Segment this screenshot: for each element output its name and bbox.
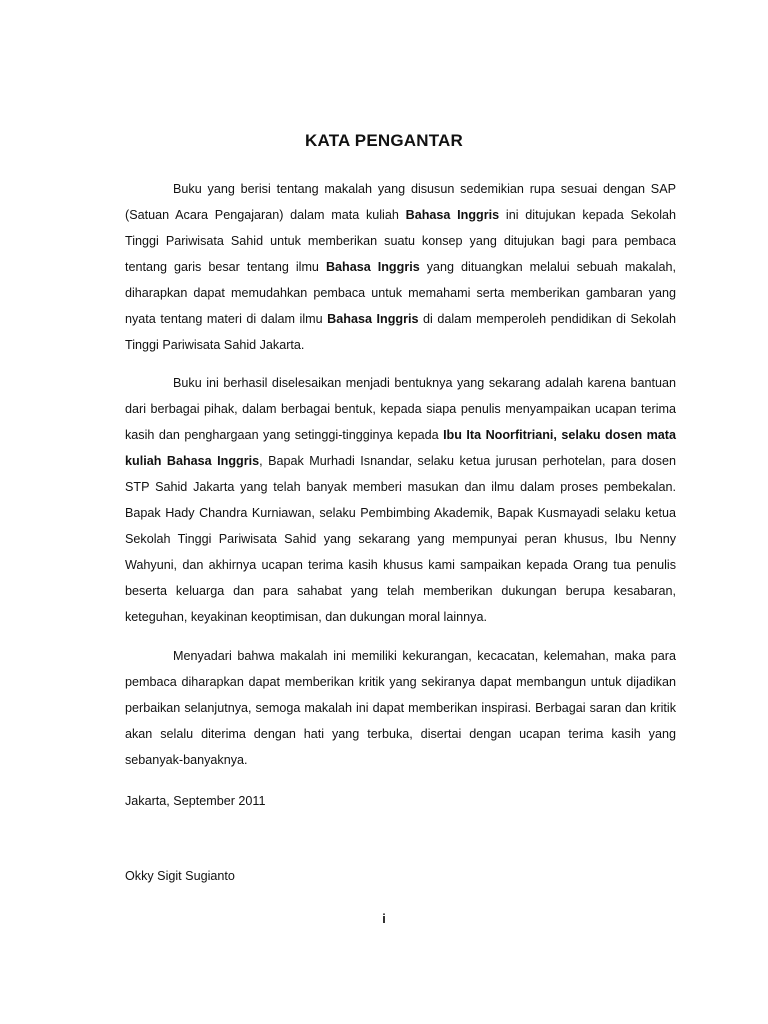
paragraph-1-text-b: ini ditujukan kepada Sekolah Tinggi Pariwisata Sahid untuk memberikan suatu konsep yang ditujukan bagi para pembaca tentang garis besar tentang ilmu bbox=[125, 208, 677, 274]
paragraph-2-bold-a: Ibu Ita Noorfitriani, selaku dosen mata kuliah Bahasa Inggris bbox=[125, 428, 677, 468]
paragraph-1-bold-a: Bahasa Inggris bbox=[405, 208, 500, 222]
paragraph-1-text-d: di dalam memperoleh pendidikan di Sekolah Tinggi Pariwisata Sahid Jakarta. bbox=[125, 312, 676, 352]
paragraph-1-bold-c: Bahasa Inggris bbox=[327, 312, 419, 326]
paragraph-2-text-b: , Bapak Murhadi Isnandar, selaku ketua jurusan perhotelan, para dosen STP Sahid Jakarta yang telah banyak memberi masukan dan ilmu dalam proses pembekalan. Bapak Hady Chandra Kurniawan, selaku Pembimbing Akademik, Bapak Kusmayadi selaku ketua Sekolah Tinggi Pariwisata Sahid yang sekarang yang mempunyai peran khusus, Ibu Nenny Wahyuni, dan akhirnya ucapan terima kasih khusus kami sampaikan kepada Orang tua penulis beserta keluarga dan para sahabat yang telah memberikan dukungan berupa kesabaran, keteguhan, keyakinan keoptimisan, dan dukungan moral lainnya. bbox=[125, 454, 676, 624]
paragraph-1-bold-b: Bahasa Inggris bbox=[325, 260, 420, 274]
paragraph-1-text-c: yang dituangkan melalui sebuah makalah, diharapkan dapat memudahkan pembaca untuk memahami serta memberikan gambaran yang nyata tentang materi di dalam ilmu bbox=[125, 260, 676, 326]
paragraph-2 bbox=[125, 370, 676, 630]
author-name: Okky Sigit Sugianto bbox=[125, 869, 235, 883]
paragraph-1 bbox=[125, 176, 676, 358]
paragraph-2-text-a: Buku ini berhasil diselesaikan menjadi bentuknya yang sekarang adalah karena bantuan dari berbagai pihak, dalam berbagai bentuk, kepada siapa penulis menyampaikan ucapan terima kasih dan penghargaan yang setinggi-tingginya kepada bbox=[125, 376, 676, 442]
page-number: i bbox=[382, 912, 386, 926]
document-title: KATA PENGANTAR bbox=[305, 131, 463, 150]
paragraph-1-text-a: Buku yang berisi tentang makalah yang disusun sedemikian rupa sesuai dengan SAP (Satuan Acara Pengajaran) dalam mata kuliah bbox=[125, 182, 676, 222]
paragraph-3: Menyadari bahwa makalah ini memiliki kekurangan, kecacatan, kelemahan, maka para pembaca diharapkan dapat memberikan kritik yang sekiranya dapat membangun untuk dijadikan perbaikan selanjutnya, semoga makalah ini dapat memberikan inspirasi. Berbagai saran dan kritik akan selalu diterima dengan hati yang terbuka, disertai dengan ucapan terima kasih yang sebanyak-banyaknya. bbox=[125, 649, 676, 767]
place-date: Jakarta, September 2011 bbox=[125, 794, 266, 808]
